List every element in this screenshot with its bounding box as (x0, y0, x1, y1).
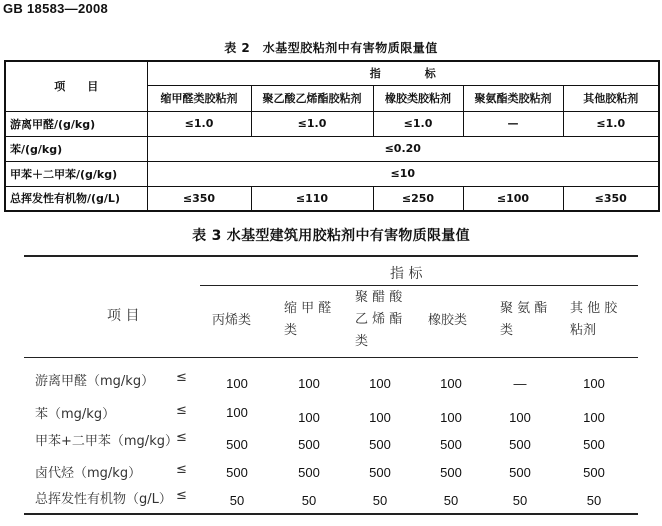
table2-col-header: 聚乙酸乙烯酯胶粘剂 (251, 85, 373, 111)
table3-row-label: 总挥发性有机物（g/L） (35, 492, 172, 507)
table2-row-label: 游离甲醛/(g/kg) (5, 111, 147, 136)
table3-caption: 表 3 水基型建筑用胶粘剂中有害物质限量值 (192, 228, 470, 244)
table2-cell: ≤1.0 (563, 111, 659, 136)
table3-col-header: 其 他 胶 粘剂 (570, 301, 618, 338)
table3-col-header: 橡胶类 (428, 313, 468, 328)
table2-col-header: 聚氨酯类胶粘剂 (463, 85, 563, 111)
table3-cell: 500 (226, 437, 248, 452)
table3-cell: 50 (443, 493, 459, 508)
table3-cell: 500 (583, 437, 605, 452)
table3-cell: 100 (369, 376, 391, 391)
table3-cell: 500 (509, 465, 531, 480)
table3-le-symbol: ≤ (176, 403, 187, 418)
table3-row-label: 卤代烃（mg/kg） (35, 466, 142, 481)
table3-cell: 50 (586, 493, 602, 508)
table3-row-label: 甲苯+二甲苯（mg/kg） (35, 434, 178, 449)
table3-item-header: 项 目 (107, 308, 140, 324)
table3-col-header: 丙烯类 (212, 313, 252, 328)
table3-col-header: 聚 醋 酸 乙 烯 酯 类 (355, 290, 403, 349)
table3-group-rule (200, 285, 638, 286)
table3-cell: 100 (509, 410, 531, 425)
table3-cell: 100 (369, 410, 391, 425)
table2-item-header: 项 目 (5, 61, 147, 111)
table3-row-label: 游离甲醛（mg/kg） (35, 374, 155, 389)
standard-code: GB 18583—2008 (3, 1, 109, 16)
table3-cell: 50 (512, 493, 528, 508)
table3-cell: 50 (301, 493, 317, 508)
table2-cell: ≤100 (463, 186, 563, 211)
table3-cell: 50 (372, 493, 388, 508)
table3-cell: 100 (583, 376, 605, 391)
table3-cell: 500 (369, 465, 391, 480)
table3-cell: 500 (298, 437, 320, 452)
table3-le-symbol: ≤ (176, 462, 187, 477)
table3-cell: 500 (298, 465, 320, 480)
table3-cell: 500 (369, 437, 391, 452)
table3-header-rule (24, 357, 638, 358)
table3-bottom-rule (24, 513, 638, 515)
table3-cell: 500 (509, 437, 531, 452)
table3-cell: 100 (298, 410, 320, 425)
table2-caption: 表 2 水基型胶粘剂中有害物质限量值 (224, 41, 438, 55)
table2-col-header: 橡胶类胶粘剂 (373, 85, 463, 111)
table2-row-label: 甲苯＋二甲苯/(g/kg) (5, 161, 147, 186)
table2-row-label: 总挥发性有机物/(g/L) (5, 186, 147, 211)
table3-cell: 500 (226, 465, 248, 480)
table3-le-symbol: ≤ (176, 370, 187, 385)
table2-col-header: 缩甲醛类胶粘剂 (147, 85, 251, 111)
table2-cell: ≤1.0 (373, 111, 463, 136)
table3-le-symbol: ≤ (176, 488, 187, 503)
table2-merged-cell: ≤10 (147, 161, 659, 186)
table3-cell: 50 (229, 493, 245, 508)
table2-cell: ≤1.0 (251, 111, 373, 136)
table3-cell: 500 (440, 437, 462, 452)
table2-cell: ≤350 (563, 186, 659, 211)
table3-cell: 100 (440, 410, 462, 425)
table3-le-symbol: ≤ (176, 430, 187, 445)
table2-cell: — (463, 111, 563, 136)
table3-row-label: 苯（mg/kg） (35, 407, 116, 422)
table3-group-header: 指 标 (390, 266, 423, 282)
table2-cell: ≤350 (147, 186, 251, 211)
table2-col-header: 其他胶粘剂 (563, 85, 659, 111)
table3-cell: 100 (226, 405, 248, 420)
table3-cell: 100 (583, 410, 605, 425)
table3-cell: 500 (440, 465, 462, 480)
table2-cell: ≤1.0 (147, 111, 251, 136)
table2-cell: ≤110 (251, 186, 373, 211)
table3-col-header: 缩 甲 醛 类 (284, 301, 332, 338)
table2-row-label: 苯/(g/kg) (5, 136, 147, 161)
table2-cell: ≤250 (373, 186, 463, 211)
table2-group-header: 指 标 (147, 61, 659, 85)
table3-col-header: 聚 氨 酯 类 (500, 301, 548, 338)
table2-merged-cell: ≤0.20 (147, 136, 659, 161)
table3-top-rule (24, 255, 638, 257)
table3-cell: 100 (298, 376, 320, 391)
table3-cell: 500 (583, 465, 605, 480)
table3-cell: — (513, 376, 527, 391)
table3-cell: 100 (440, 376, 462, 391)
table3-cell: 100 (226, 376, 248, 391)
